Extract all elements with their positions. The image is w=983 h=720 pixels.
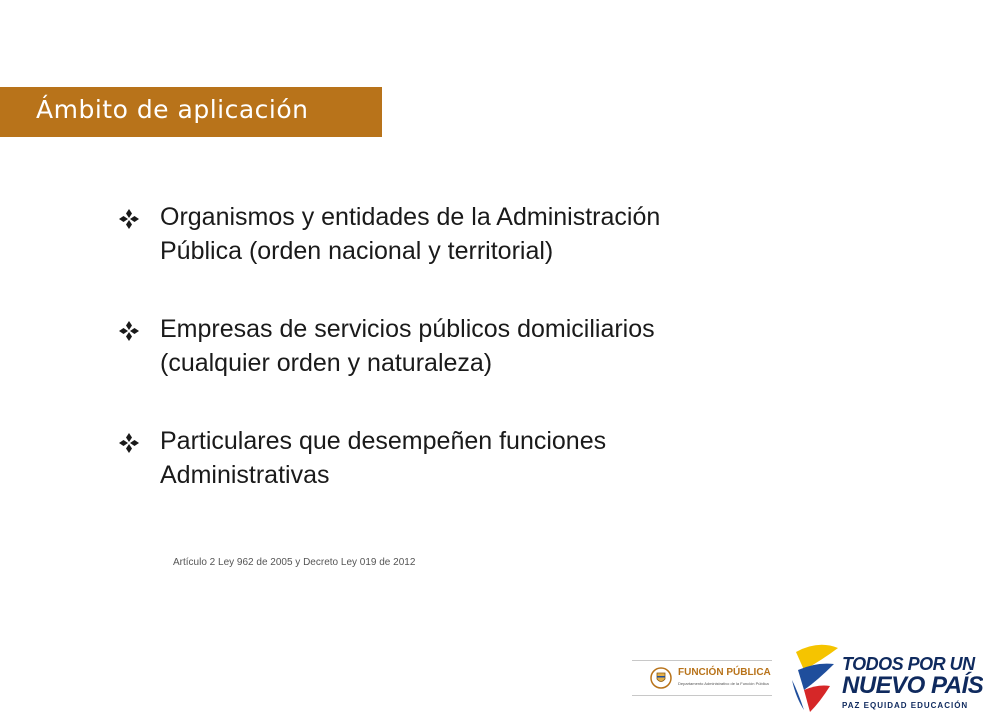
funcion-publica-name: FUNCIÓN PÚBLICA (678, 667, 771, 678)
todos-por-un-nuevo-pais-logo (790, 640, 983, 720)
bullet-line: Empresas de servicios públicos domiciliarios (160, 315, 655, 343)
bullet-line: Organismos y entidades de la Administración (160, 203, 661, 231)
diamond-bullet-icon (118, 432, 140, 454)
bullet-line: Pública (orden nacional y territorial) (160, 237, 554, 265)
bullet-list (118, 200, 838, 492)
bullet-line: Particulares que desempeñen funciones (160, 427, 607, 455)
bullet-item (118, 312, 838, 380)
funcion-publica-subtitle: Departamento Administrativo de la Función Pública (678, 681, 769, 686)
title-bar (0, 87, 382, 137)
slide-title: Ámbito de aplicación (36, 95, 309, 124)
bullet-item (118, 200, 838, 268)
slogan-line-1: TODOS POR UN (842, 654, 975, 674)
colombia-flag-icon (790, 640, 840, 720)
bullet-line: (cualquier orden y naturaleza) (160, 349, 493, 377)
slogan-line-2: NUEVO PAÍS (842, 672, 983, 699)
bullet-item (118, 424, 838, 492)
funcion-publica-logo (632, 660, 772, 696)
diamond-bullet-icon (118, 208, 140, 230)
slogan-tagline: PAZ EQUIDAD EDUCACIÓN (842, 701, 969, 710)
legal-citation: Artículo 2 Ley 962 de 2005 y Decreto Ley 019 de 2012 (173, 557, 416, 568)
bullet-line: Administrativas (160, 461, 330, 489)
diamond-bullet-icon (118, 320, 140, 342)
coat-of-arms-icon (650, 667, 672, 689)
